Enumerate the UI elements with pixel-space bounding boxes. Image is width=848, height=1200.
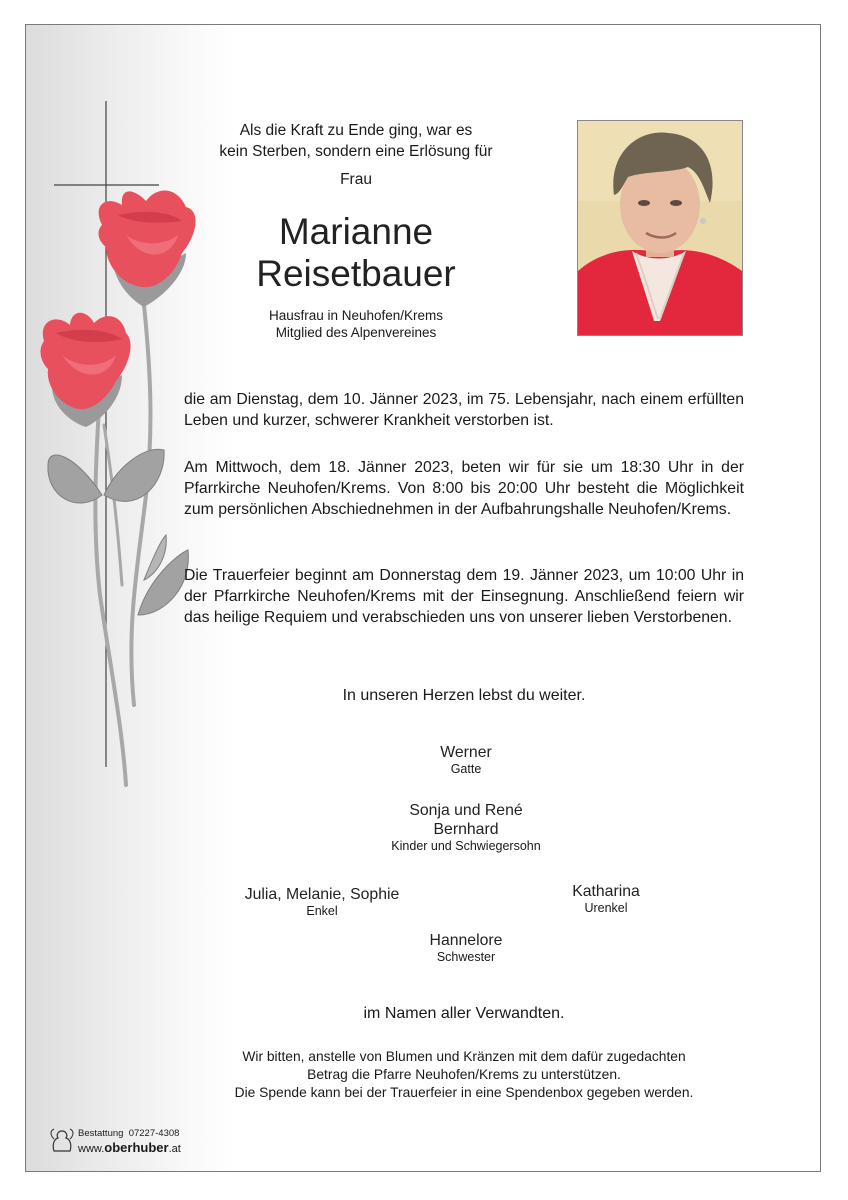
donation-line: Wir bitten, anstelle von Blumen und Kränzen mit dem dafür zugedachten bbox=[242, 1049, 686, 1064]
logo-url-prefix: www. bbox=[78, 1143, 105, 1155]
mourner-relation: Kinder und Schwiegersohn bbox=[391, 839, 541, 853]
logo-label-line bbox=[78, 1128, 179, 1139]
last-name: Reisetbauer bbox=[256, 253, 456, 294]
mourner bbox=[366, 743, 566, 777]
intro-line: kein Sterben, sondern eine Erlösung für bbox=[219, 143, 493, 160]
mourner bbox=[316, 801, 616, 854]
funeral-home-logo bbox=[50, 1127, 220, 1157]
mourner-name: Hannelore bbox=[429, 932, 503, 949]
occupation bbox=[181, 307, 531, 341]
mourner-relation: Enkel bbox=[306, 904, 338, 918]
intro-text bbox=[181, 120, 531, 162]
salutation: Frau bbox=[340, 171, 372, 188]
deceased-name bbox=[181, 211, 531, 295]
logo-url bbox=[78, 1140, 181, 1155]
obituary-card bbox=[25, 24, 821, 1172]
donation-line: Betrag die Pfarre Neuhofen/Krems zu unterstützen. bbox=[307, 1067, 621, 1082]
funeral-paragraph: Die Trauerfeier beginnt am Donnerstag dem 19. Jänner 2023, um 10:00 Uhr in der Pfarrkirche Neuhofen/Krems mit der Einsegnung. Anschließend feiern wir das heilige Requiem und verabschieden uns von unserer lieben Verstorbenen. bbox=[184, 567, 744, 626]
logo-label: Bestattung bbox=[78, 1128, 124, 1139]
closing-text: im Namen aller Verwandten. bbox=[363, 1005, 565, 1022]
mourner bbox=[526, 882, 686, 916]
portrait-image bbox=[578, 121, 742, 335]
mourner-relation: Schwester bbox=[436, 950, 496, 964]
occupation-line: Hausfrau in Neuhofen/Krems bbox=[268, 308, 444, 323]
portrait-photo bbox=[577, 120, 743, 336]
mourner-name: Sonja und René bbox=[409, 802, 523, 819]
mourner-name: Julia, Melanie, Sophie bbox=[244, 886, 400, 903]
donation-note bbox=[164, 1048, 764, 1102]
first-name: Marianne bbox=[278, 211, 434, 252]
intro-line: Als die Kraft zu Ende ging, war es bbox=[239, 122, 473, 139]
mourner-name: Bernhard bbox=[433, 821, 499, 838]
mourner bbox=[366, 931, 566, 965]
mourner-name: Katharina bbox=[572, 883, 640, 900]
angel-icon bbox=[50, 1127, 74, 1155]
prayer-paragraph: Am Mittwoch, dem 18. Jänner 2023, beten wir für sie um 18:30 Uhr in der Pfarrkirche Neuhofen/Krems. Von 8:00 bis 20:00 Uhr besteht die Möglichkeit zum persönlichen Abschiednehmen in der Aufbahrungshalle Neuhofen/Krems. bbox=[184, 459, 744, 518]
mourner bbox=[206, 885, 438, 919]
logo-url-name: oberhuber bbox=[104, 1140, 169, 1155]
occupation-line: Mitglied des Alpenvereines bbox=[275, 325, 437, 340]
logo-url-suffix: .at bbox=[168, 1143, 181, 1155]
logo-phone: 07227-4308 bbox=[128, 1128, 180, 1139]
mourner-relation: Urenkel bbox=[584, 901, 628, 915]
mourner-name: Werner bbox=[440, 744, 492, 761]
rose-icon bbox=[41, 313, 131, 427]
death-notice-paragraph: die am Dienstag, dem 10. Jänner 2023, im 75. Lebensjahr, nach einem erfüllten Leben und kurzer, schwerer Krankheit verstorben ist. bbox=[184, 391, 744, 429]
motto: In unseren Herzen lebst du weiter. bbox=[342, 687, 586, 704]
mourner-relation: Gatte bbox=[450, 762, 482, 776]
donation-line: Die Spende kann bei der Trauerfeier in eine Spendenbox gegeben werden. bbox=[234, 1085, 694, 1100]
